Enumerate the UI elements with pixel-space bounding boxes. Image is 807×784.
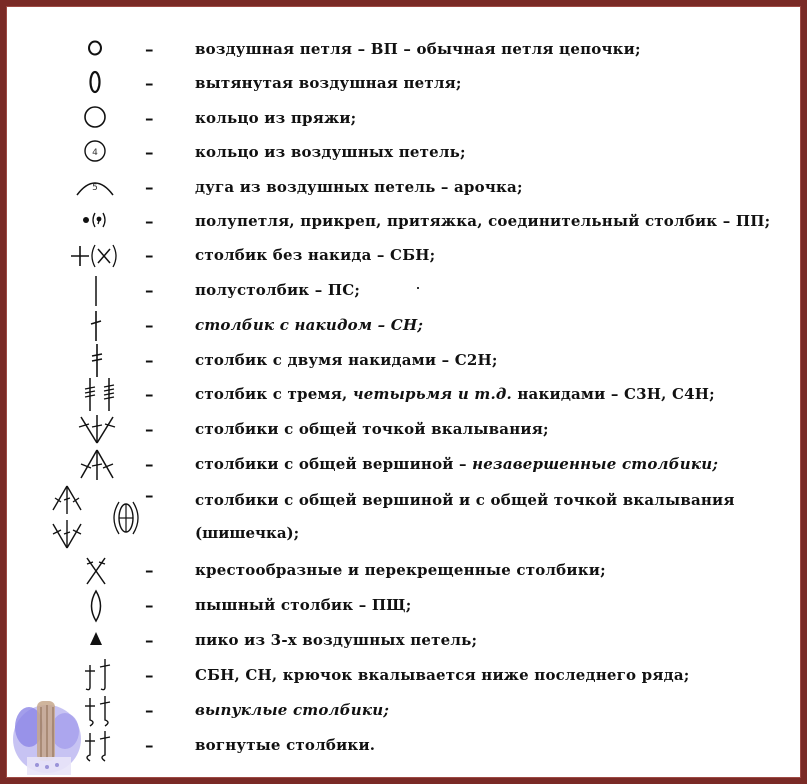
arch-count-label: 5 xyxy=(92,183,98,193)
row-dash: – xyxy=(145,351,154,371)
legend-text: кольцо из пряжи; xyxy=(195,109,357,127)
chain-stitch-icon xyxy=(47,33,147,67)
site-logo-watermark xyxy=(7,687,97,779)
legend-text: столбик с двумя накидами – С2Н; xyxy=(195,351,498,369)
row-dash: – xyxy=(145,631,154,651)
legend-text: столбики с общей вершиной и с общей точкой вкалывания xyxy=(195,491,735,509)
legend-text: столбики с общей вершиной – незавершенные столбики; xyxy=(195,455,719,473)
legend-text: столбик без накида – СБН; xyxy=(195,246,436,264)
row-dash: – xyxy=(145,486,154,506)
legend-row xyxy=(7,205,800,239)
legend-row xyxy=(7,102,800,136)
legend-text: полустолбик – ПС; xyxy=(195,281,361,299)
legend-row xyxy=(7,694,800,728)
legend-text: столбик с тремя, четырьмя и т.д. накидами – С3Н, С4Н; xyxy=(195,385,715,403)
row-dash: – xyxy=(145,701,154,721)
puff-stitch-icon xyxy=(47,589,147,623)
legend-frame xyxy=(6,6,801,778)
common-top-icon xyxy=(47,448,147,482)
legend-text: пышный столбик – ПЩ; xyxy=(195,596,412,614)
legend-text: кольцо из воздушных петель; xyxy=(195,143,466,161)
legend-text: столбики с общей точкой вкалывания; xyxy=(195,420,549,438)
double-crochet-icon xyxy=(47,309,147,343)
slip-stitch-icon xyxy=(47,205,147,239)
treble-crochet-icon xyxy=(47,344,147,378)
row-dash: – xyxy=(145,281,154,301)
legend-row xyxy=(7,589,800,623)
legend-row xyxy=(7,33,800,67)
legend-row xyxy=(7,344,800,378)
row-dash: – xyxy=(145,316,154,336)
common-base-icon xyxy=(47,413,147,447)
legend-row xyxy=(7,448,800,482)
row-dash: – xyxy=(145,74,154,94)
legend-text: полупетля, прикреп, притяжка, соединительный столбик – ПП; xyxy=(195,212,771,230)
row-dash: – xyxy=(145,143,154,163)
legend-text: вытянутая воздушная петля; xyxy=(195,74,462,92)
picot-icon xyxy=(47,624,147,658)
legend-text: вогнутые столбики. xyxy=(195,736,376,754)
row-dash: – xyxy=(145,109,154,129)
legend-row xyxy=(7,624,800,658)
bobble-icon xyxy=(47,484,147,552)
legend-row xyxy=(7,274,800,308)
legend-text: СБН, СН, крючок вкалывается ниже последнего ряда; xyxy=(195,666,690,684)
legend-text-continued: (шишечка); xyxy=(195,524,300,542)
legend-text: воздушная петля – ВП – обычная петля цепочки; xyxy=(195,40,641,58)
row-dash: – xyxy=(145,40,154,60)
row-dash: – xyxy=(145,561,154,581)
yarn-ring-icon xyxy=(47,102,147,136)
legend-row xyxy=(7,309,800,343)
chain-ring-icon xyxy=(47,136,147,170)
legend-text: столбик с накидом – СН; xyxy=(195,316,424,334)
legend-row xyxy=(7,239,800,273)
legend-text: выпуклые столбики; xyxy=(195,701,390,719)
legend-row xyxy=(7,413,800,447)
legend-row xyxy=(7,378,800,412)
legend-row xyxy=(7,484,800,552)
ring-count-label: 4 xyxy=(92,148,98,158)
legend-text: дуга из воздушных петель – арочка; xyxy=(195,178,523,196)
legend-row xyxy=(7,659,800,693)
single-crochet-icon xyxy=(47,239,147,273)
row-dash: – xyxy=(145,420,154,440)
legend-row xyxy=(7,554,800,588)
half-double-icon xyxy=(47,274,147,308)
row-dash: – xyxy=(145,455,154,475)
legend-row xyxy=(7,171,800,205)
legend-row xyxy=(7,67,800,101)
multi-treble-icon xyxy=(47,378,147,412)
row-dash: – xyxy=(145,178,154,198)
row-dash: – xyxy=(145,736,154,756)
crochet-symbol-legend xyxy=(7,7,800,777)
crossed-stitch-icon xyxy=(47,554,147,588)
legend-text: крестообразные и перекрещенные столбики; xyxy=(195,561,606,579)
legend-row xyxy=(7,729,800,763)
elongated-chain-icon xyxy=(47,67,147,101)
row-dash: – xyxy=(145,666,154,686)
row-dash: – xyxy=(145,212,154,232)
legend-text: пико из 3-х воздушных петель; xyxy=(195,631,478,649)
row-dash: – xyxy=(145,385,154,405)
chain-arch-icon xyxy=(47,171,147,205)
row-dash: – xyxy=(145,596,154,616)
stray-dot xyxy=(417,287,419,289)
legend-row xyxy=(7,136,800,170)
row-dash: – xyxy=(145,246,154,266)
